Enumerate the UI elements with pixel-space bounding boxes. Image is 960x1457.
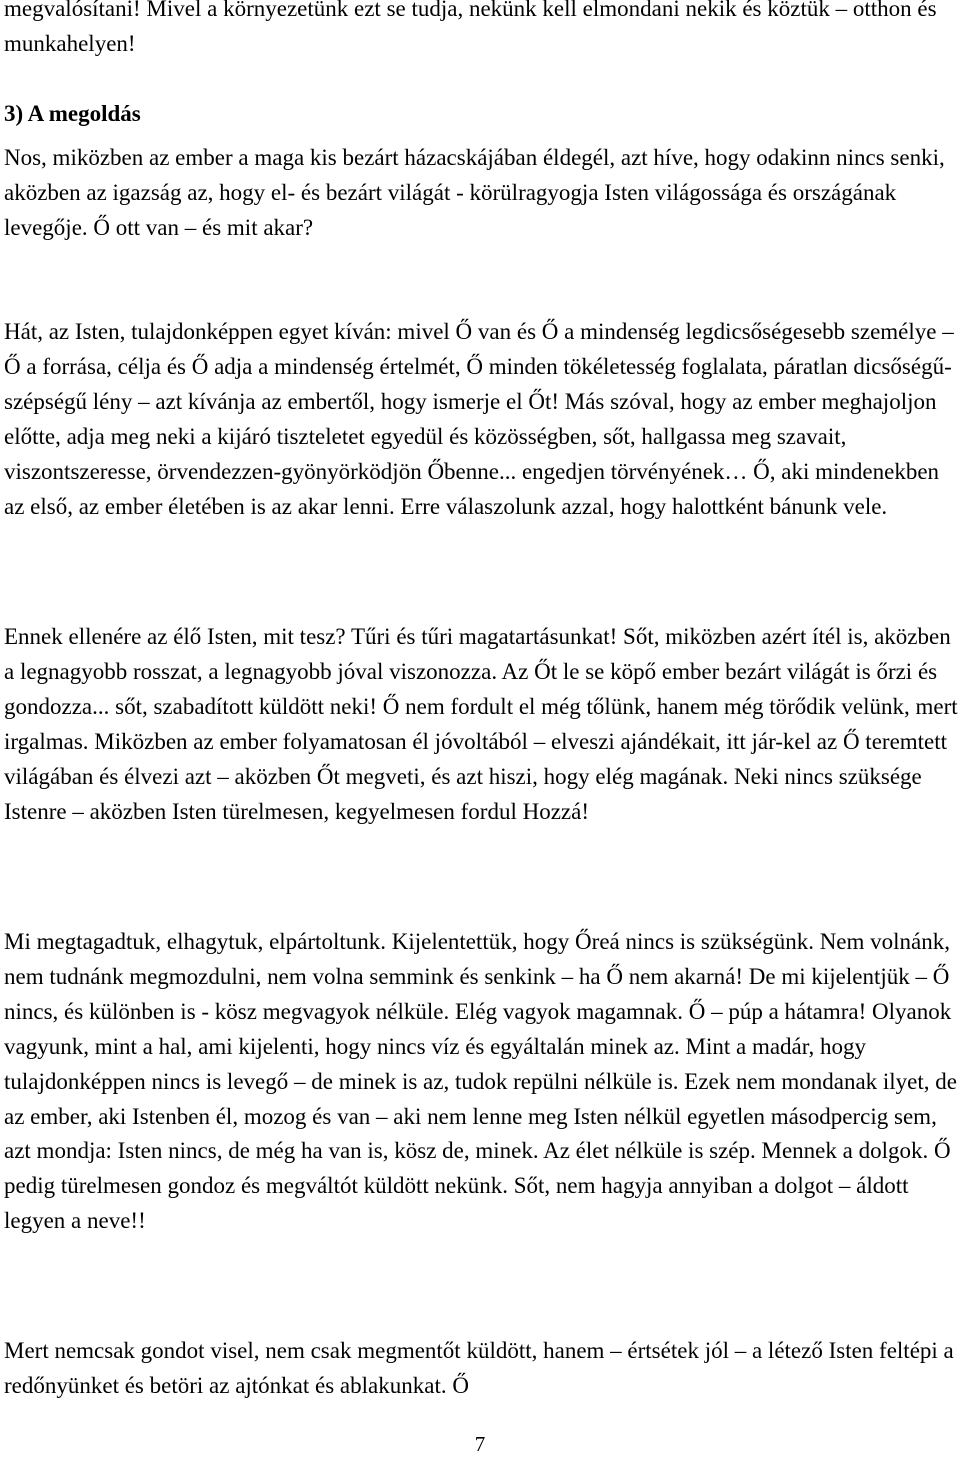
paragraph: Nos, miközben az ember a maga kis bezárt házacskájában éldegél, azt híve, hogy odakinn nincs senki, aközben az igazság az, hogy el- és bezárt világát - körülragyogja Isten világossága és országának levegője. Ő ott van – és mit akar? [4, 145, 945, 240]
paragraph: Mi megtagadtuk, elhagytuk, elpártoltunk. Kijelentettük, hogy Őreá nincs is szükségünk. Nem volnánk, nem tudnánk megmozdulni, nem volna semmink és senkink – ha Ő nem akarná! De mi kijelentjük – Ő nincs, és különben is - kösz megvagyok nélküle. Elég vagyok magamnak. Ő – púp a hátamra! Olyanok vagyunk, mint a hal, ami kijelenti, hogy nincs víz és egyáltalán minek az. Mint a madár, hogy tulajdonképpen nincs is levegő – de minek is az, tudok repülni nélküle is. Ezek nem mondanak ilyet, de az ember, aki Istenben él, mozog és van – aki nem lenne meg Isten nélkül egyetlen másodpercig sem, azt mondja: Isten nincs, de még ha van is, kösz de, minek. Az élet nélküle is szép. Mennek a dolgok. Ő pedig türelmesen gondoz és megváltót küldött nekünk. Sőt, nem hagyja annyiban a dolgot – áldott legyen a neve!! [4, 929, 957, 1234]
page-number: 7 [474, 1432, 486, 1456]
paragraph: Mert nemcsak gondot visel, nem csak megmentőt küldött, hanem – értsétek jól – a létező Isten feltépi a redőnyünket és betöri az ajtónkat és ablakunkat. Ő [4, 1338, 954, 1398]
paragraph: Hát, az Isten, tulajdonképpen egyet kíván: mivel Ő van és Ő a mindenség legdicsőségesebb személye – Ő a forrása, célja és Ő adja a mindenség értelmét, Ő minden tökéletesség foglalata, páratlan dicsőségű-szépségű lény – azt kívánja az embertől, hogy ismerje el Őt! Más szóval, hogy az ember meghajoljon előtte, adja meg neki a kijáró tiszteletet egyedül és közösségben, sőt, hallgassa meg szavait, viszontszeresse, örvendezzen-gyönyörködjön Őbenne... engedjen törvényének… Ő, aki mindenekben az első, az ember életében is az akar lenni. Erre válaszolunk azzal, hogy halottként bánunk vele. [4, 319, 954, 519]
intro-paragraph: megvalósítani! Mivel a környezetünk ezt se tudja, nekünk kell elmondani nekik és köztük – otthon és munkahelyen! [4, 0, 937, 56]
paragraph: Ennek ellenére az élő Isten, mit tesz? Tűri és tűri magatartásunkat! Sőt, miközben azért ítél is, aközben a legnagyobb rosszat, a legnagyobb jóval viszonozza. Az Őt le se köpő ember bezárt világát is őrzi és gondozza... sőt, szabadított küldött neki! Ő nem fordult el még tőlünk, hanem még törődik velünk, mert irgalmas. Miközben az ember folyamatosan él jóvoltából – elveszi ajándékait, itt jár-kel az Ő teremtett világában és élvezi azt – aközben Őt megveti, és azt hiszi, hogy elég magának. Neki nincs szüksége Istenre – aközben Isten türelmesen, kegyelmesen fordul Hozzá! [4, 624, 958, 824]
section-heading: 3) A megoldás [4, 101, 141, 126]
